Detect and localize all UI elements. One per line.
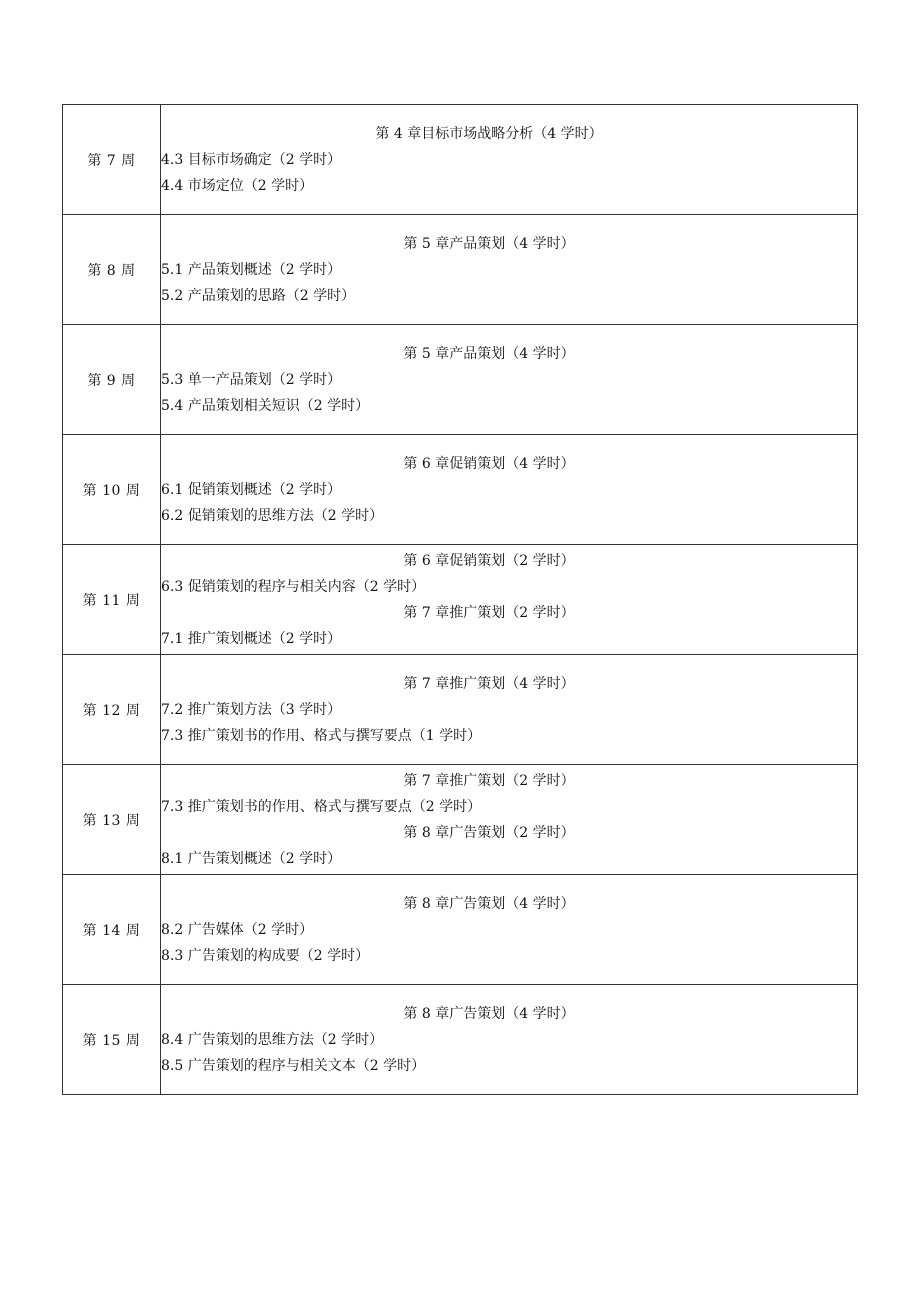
content-cell bbox=[161, 435, 858, 545]
content-cell bbox=[161, 545, 858, 655]
week-cell: 第 9 周 bbox=[63, 325, 161, 435]
chapter-heading: 第 5 章产品策划（4 学时） bbox=[403, 345, 575, 362]
week-cell: 第 12 周 bbox=[63, 655, 161, 765]
table-row bbox=[63, 435, 858, 545]
table-row bbox=[63, 215, 858, 325]
week-cell: 第 11 周 bbox=[63, 545, 161, 655]
content-cell bbox=[161, 875, 858, 985]
week-cell: 第 15 周 bbox=[63, 985, 161, 1095]
table-row bbox=[63, 325, 858, 435]
section-item: 8.4 广告策划的思维方法（2 学时） bbox=[161, 1031, 384, 1048]
chapter-heading: 第 7 章推广策划（4 学时） bbox=[403, 675, 575, 692]
table-row bbox=[63, 985, 858, 1095]
table-row bbox=[63, 655, 858, 765]
section-item: 8.2 广告媒体（2 学时） bbox=[161, 921, 314, 938]
week-cell: 第 14 周 bbox=[63, 875, 161, 985]
section-item: 5.4 产品策划相关短识（2 学时） bbox=[161, 397, 370, 414]
week-cell: 第 8 周 bbox=[63, 215, 161, 325]
section-item: 4.4 市场定位（2 学时） bbox=[161, 177, 314, 194]
content-cell bbox=[161, 105, 858, 215]
table-row bbox=[63, 105, 858, 215]
week-cell: 第 7 周 bbox=[63, 105, 161, 215]
section-item: 8.3 广告策划的构成要（2 学时） bbox=[161, 947, 370, 964]
section-item: 4.3 目标市场确定（2 学时） bbox=[161, 151, 342, 168]
section-item: 8.1 广告策划概述（2 学时） bbox=[161, 850, 342, 867]
section-item: 5.1 产品策划概述（2 学时） bbox=[161, 261, 342, 278]
chapter-heading: 第 7 章推广策划（2 学时） bbox=[403, 604, 575, 621]
table-row bbox=[63, 875, 858, 985]
table-row bbox=[63, 545, 858, 655]
course-schedule-table bbox=[62, 104, 858, 1095]
chapter-heading: 第 7 章推广策划（2 学时） bbox=[403, 772, 575, 789]
content-cell bbox=[161, 985, 858, 1095]
chapter-heading: 第 8 章广告策划（4 学时） bbox=[403, 895, 575, 912]
schedule-body bbox=[63, 105, 858, 1095]
chapter-heading: 第 5 章产品策划（4 学时） bbox=[403, 235, 575, 252]
content-cell bbox=[161, 765, 858, 875]
section-item: 5.2 产品策划的思路（2 学时） bbox=[161, 287, 356, 304]
chapter-heading: 第 8 章广告策划（4 学时） bbox=[403, 1005, 575, 1022]
content-cell bbox=[161, 325, 858, 435]
section-item: 8.5 广告策划的程序与相关文本（2 学时） bbox=[161, 1057, 426, 1074]
section-item: 7.2 推广策划方法（3 学时） bbox=[161, 701, 342, 718]
section-item: 7.3 推广策划书的作用、格式与撰写要点（2 学时） bbox=[161, 798, 482, 815]
chapter-heading: 第 6 章促销策划（2 学时） bbox=[403, 552, 575, 569]
week-cell: 第 10 周 bbox=[63, 435, 161, 545]
content-cell bbox=[161, 215, 858, 325]
section-item: 7.1 推广策划概述（2 学时） bbox=[161, 630, 342, 647]
content-cell bbox=[161, 655, 858, 765]
table-row bbox=[63, 765, 858, 875]
section-item: 6.1 促销策划概述（2 学时） bbox=[161, 481, 342, 498]
section-item: 6.2 促销策划的思维方法（2 学时） bbox=[161, 507, 384, 524]
chapter-heading: 第 8 章广告策划（2 学时） bbox=[403, 824, 575, 841]
section-item: 7.3 推广策划书的作用、格式与撰写要点（1 学时） bbox=[161, 727, 482, 744]
chapter-heading: 第 4 章目标市场战略分析（4 学时） bbox=[375, 125, 603, 142]
section-item: 5.3 单一产品策划（2 学时） bbox=[161, 371, 342, 388]
chapter-heading: 第 6 章促销策划（4 学时） bbox=[403, 455, 575, 472]
section-item: 6.3 促销策划的程序与相关内容（2 学时） bbox=[161, 578, 426, 595]
week-cell: 第 13 周 bbox=[63, 765, 161, 875]
